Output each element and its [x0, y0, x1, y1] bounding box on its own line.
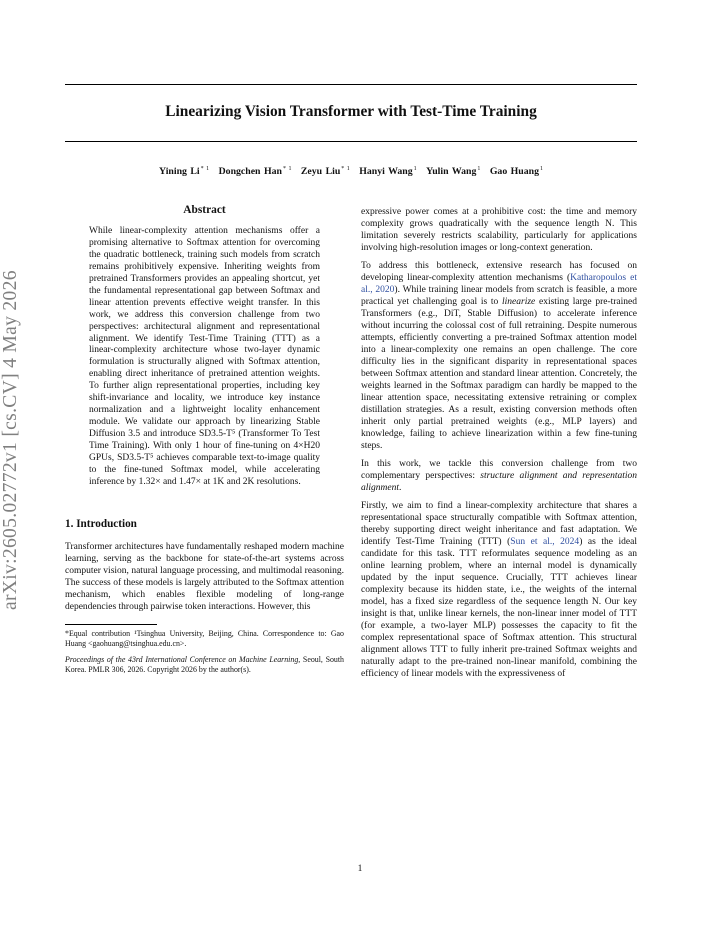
- citation-link[interactable]: Sun et al., 2024: [510, 537, 580, 548]
- page-number: 1: [357, 864, 363, 874]
- arxiv-stamp: arXiv:2605.02772v1 [cs.CV] 4 May 2026: [0, 270, 21, 610]
- intro-paragraph: Transformer architectures have fundamentally reshaped modern machine learning, serving as the backbone for state-of-the-art systems across computer vision, natural language processing, and multimodal reasoning. The success of these models is largely attributed to the Softmax attention mechanism, which enables flexible modeling of long-range dependencies through pairwise token interactions. However, this: [65, 541, 344, 612]
- right-column: [361, 207, 637, 687]
- abstract-heading: Abstract: [183, 204, 226, 216]
- section-heading-introduction: 1. Introduction: [65, 517, 137, 530]
- intro-paragraph: In this work, we tackle this conversion challenge from two complementary perspectives: structure alignment and representation alignment.: [361, 459, 637, 493]
- author: Zeyu Liu$^{* 1}$: [300, 166, 350, 177]
- intro-paragraph: To address this bottleneck, extensive research has focused on developing linear-complexity attention mechanisms (Katharopoulos et al., 2020). While training linear models from scratch is feasible, a more practical yet challenging goal is to linearize existing large pre-trained Transformers (e.g., DiT, Stable Diffusion) to accelerate inference without incurring the colossal cost of full retraining. Despite numerous attempts, efficiently converting a pre-trained Softmax attention model into a linear-complexity one remains an open challenge. The core difficulty lies in the significant disparity in representational spaces between Softmax attention and standard linear attention. Concretely, the weights learned in the Softmax paradigm can hardly be mapped to the linear attention space, necessitating extensive retraining or complex distillation strategies. As a result, existing conversion methods often inherit only partial pretrained weights (e.g., MLP layers) and knowledge, failing to achieve linearization within a few fine-tuning steps.: [361, 261, 638, 451]
- footnote-rule: [65, 624, 157, 625]
- paper-title: Linearizing Vision Transformer with Test-Time Training: [165, 103, 537, 120]
- author: Hanyi Wang$^1$: [359, 166, 417, 177]
- author: Dongchen Han$^{* 1}$: [218, 166, 292, 177]
- left-column: [65, 205, 344, 681]
- abstract-text: While linear-complexity attention mechanisms offer a promising alternative to Softmax attention for overcoming the quadratic bottleneck, training such models from scratch remains prohibitively expensive. Inheriting weights from pretrained Transformers provides an appealing shortcut, yet the fundamental representational gap between Softmax and linear attention prevents effective weight transfer. In this work, we address this conversion challenge from two perspectives: architectural alignment and representational alignment. We identify Test-Time Training (TTT) as a linear-complexity architecture whose two-layer dynamic formulation is structurally aligned with Softmax attention, enabling direct inheritance of pretrained attention weights. To further align representational properties, including key shift-invariance and locality, we introduce key instance normalization and a lightweight locality enhancement module. We validate our approach by linearizing Stable Diffusion 3.5 and introduce SD3.5-T⁵ (Transformer To Test Time Training). With only 1 hour of fine-tuning on 4×H20 GPUs, SD3.5-T⁵ achieves comparable text-to-image quality to the fine-tuned Softmax model, while accelerating inference by 1.32× and 1.47× at 1K and 2K resolutions.: [89, 225, 320, 487]
- footnote-affiliations: *Equal contribution ¹Tsinghua University, Beijing, China. Correspondence to: Gao Huang <gaohuang@tsinghua.edu.cn>.: [65, 629, 344, 649]
- intro-paragraph: Firstly, we aim to find a linear-complexity architecture that shares a representational space structurally compatible with Softmax attention, thereby supporting direct weight inheritance and fast adaptation. We identify Test-Time Training (TTT) (Sun et al., 2024) as the ideal candidate for this task. TTT reformulates sequence modeling as an online learning problem, where an internal model is dynamically updated by the input sequence. Crucially, TTT achieves linear complexity because its hidden state, i.e., the weights of the internal model, has a fixed size regardless of the sequence length N. Our key insight is that, unlike linear kernels, the non-linear inner model of TTT (for example, a two-layer MLP) possesses the capacity to fit the complex representational space of Softmax attention. This structural alignment allows TTT to fully inherit pre-trained Softmax weights and naturally adapt to the pre-trained non-linear manifold, combining the efficiency of linear models with the expressiveness of: [361, 501, 637, 679]
- author: Yulin Wang$^1$: [426, 166, 481, 177]
- footnote-proceedings: Proceedings of the 43rd International Conference on Machine Learning, Seoul, South Korea. PMLR 306, 2026. Copyright 2026 by the author(s).: [65, 655, 344, 675]
- author-list: [65, 166, 637, 177]
- intro-paragraph: expressive power comes at a prohibitive cost: the time and memory complexity grows quadratically with the sequence length N. This limitation severely restricts scalability, particularly for applications involving high-resolution images or long-context generation.: [361, 207, 637, 253]
- author: Gao Huang$^1$: [489, 166, 543, 177]
- title-rule-top: [65, 84, 637, 85]
- author: Yining Li$^{* 1}$: [158, 166, 210, 177]
- citation-link[interactable]: Katharopoulos et al., 2020: [361, 273, 638, 296]
- title-rule-bottom: [65, 141, 637, 142]
